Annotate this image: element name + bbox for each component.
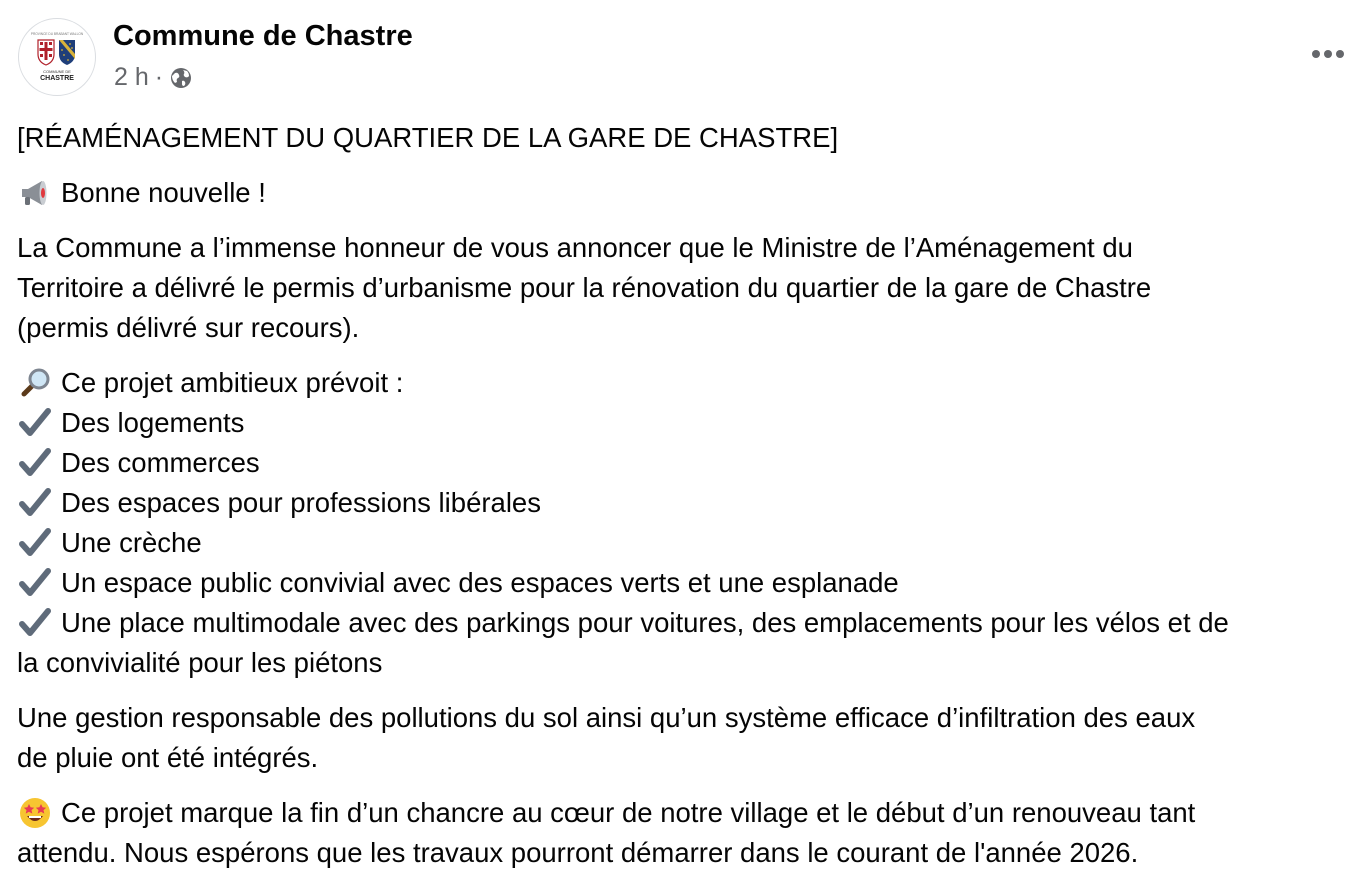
star-struck-emoji-icon — [17, 795, 53, 831]
post-headline: [RÉAMÉNAGEMENT DU QUARTIER DE LA GARE DE CHASTRE] — [17, 122, 839, 153]
magnifying-glass-icon — [17, 365, 53, 401]
check-mark-icon — [17, 485, 53, 521]
project-intro-text: Ce projet ambitieux prévoit : — [61, 367, 404, 398]
intro-paragraph: La Commune a l’immense honneur de vous annoncer que le Ministre de l’Aménagement du Territoire a délivré le permis d’urbanisme pour la rénovation du quartier de la gare de Chastre (permis délivré sur recours). — [17, 232, 1152, 343]
meta-separator: · — [154, 63, 164, 91]
list-item: Un espace public convivial avec des espaces verts et une esplanade — [17, 563, 1366, 603]
check-mark-icon — [17, 525, 53, 561]
announcement-paragraph — [17, 173, 1366, 213]
megaphone-icon — [17, 175, 53, 211]
svg-text:CHASTRE: CHASTRE — [40, 75, 74, 82]
svg-text:COMMUNE DE: COMMUNE DE — [43, 69, 71, 74]
list-item-continuation: la convivialité pour les piétons — [17, 647, 383, 678]
check-mark-icon — [17, 445, 53, 481]
globe-icon[interactable] — [169, 66, 193, 90]
announcement-text: Bonne nouvelle ! — [61, 177, 266, 208]
check-mark-icon — [17, 605, 53, 641]
svg-text:PROVINCE DU BRABANT WALLON: PROVINCE DU BRABANT WALLON — [30, 32, 84, 36]
page-name[interactable]: Commune de Chastre — [113, 20, 413, 52]
check-mark-icon — [17, 565, 53, 601]
list-item: Des commerces — [17, 443, 1366, 483]
post-body — [17, 118, 1366, 888]
more-horizontal-icon — [1311, 49, 1345, 59]
list-item: Une place multimodale avec des parkings pour voitures, des emplacements pour les vélos et de — [17, 603, 1366, 643]
list-item: Une crèche — [17, 523, 1366, 563]
more-options-button[interactable] — [1308, 40, 1348, 68]
check-mark-icon — [17, 405, 53, 441]
post-time[interactable]: 2 h — [114, 63, 149, 91]
project-list-paragraph — [17, 363, 1366, 683]
closing-paragraph: Ce projet marque la fin d’un chancre au cœur de notre village et le début d’un renouveau tant attendu. Nous espérons que les travaux pourront démarrer dans le courant de l'année 2026. — [17, 797, 1196, 868]
management-paragraph: Une gestion responsable des pollutions du sol ainsi qu’un système efficace d’infiltration des eaux de pluie ont été intégrés. — [17, 702, 1196, 773]
list-item: Des logements — [17, 403, 1366, 443]
list-item: Des espaces pour professions libérales — [17, 483, 1366, 523]
post-meta — [114, 63, 193, 92]
commune-logo-icon — [26, 26, 88, 88]
page-avatar[interactable] — [18, 18, 96, 96]
